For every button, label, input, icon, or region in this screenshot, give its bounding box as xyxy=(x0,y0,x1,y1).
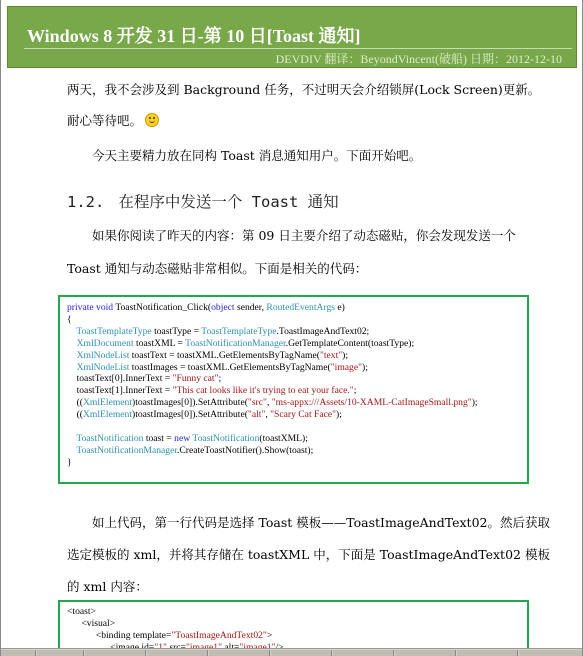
code-line xyxy=(67,421,478,433)
code-line xyxy=(67,445,478,457)
taskbar-segment[interactable] xyxy=(147,650,208,656)
paragraph-line: 选定模板的 xml，并将其存储在 toastXML 中，下面是 ToastImageAndText02 模板 xyxy=(67,547,550,562)
code-token: e) xyxy=(335,302,345,313)
code-token: <binding template= xyxy=(67,629,172,641)
code-line xyxy=(67,457,478,469)
code-token: .CreateToastNotifier().Show(toast); xyxy=(177,444,314,456)
section-number: 1.2. xyxy=(67,193,105,211)
code-token: <toast> xyxy=(67,606,96,617)
code-token: XmlDocument xyxy=(76,337,134,349)
code-token: <visual> xyxy=(67,617,116,629)
code-token: )toastImages[0]).SetAttribute( xyxy=(132,397,248,409)
code-token: XmlElement xyxy=(82,397,133,409)
code-token xyxy=(67,350,77,361)
code-token: ToastNotification_Click( xyxy=(113,302,212,313)
code-token: RoutedEventArgs xyxy=(266,302,335,313)
code-token xyxy=(67,433,76,444)
code-token: > xyxy=(266,629,273,641)
code-token: "alt" xyxy=(247,409,266,421)
paragraph-line: 如果你阅读了昨天的内容：第 09 日主要介绍了动态磁贴，你会发现发送一个 xyxy=(92,228,516,243)
smiley-icon xyxy=(145,113,159,127)
code-token: XmlNodeList xyxy=(76,361,130,373)
code-line xyxy=(67,606,284,618)
code-token: ToastTemplateType xyxy=(76,325,152,337)
paragraph-line: Toast 通知与动态磁贴非常相似。下面是相关的代码： xyxy=(67,261,368,276)
code-token: "ToastImageAndText02" xyxy=(171,629,267,641)
code-token: XmlNodeList xyxy=(76,349,130,361)
section-heading xyxy=(67,190,339,212)
section-title: 在程序中发送一个 Toast 通知 xyxy=(118,193,339,211)
code-token: object xyxy=(211,302,235,313)
code-line xyxy=(67,373,478,385)
code-token: ); xyxy=(362,361,368,373)
code-token: (( xyxy=(67,397,83,409)
code-token: "This cat looks like it's trying to eat your face." xyxy=(172,385,354,397)
code-token: .GetTemplateContent(toastType); xyxy=(285,337,415,349)
code-token: ToastNotification xyxy=(76,432,144,444)
code-token: new xyxy=(174,432,191,444)
code-line xyxy=(67,385,478,397)
code-line xyxy=(67,338,478,350)
code-line xyxy=(67,362,478,374)
code-token: .ToastImageAndText02; xyxy=(276,325,370,337)
code-token: toastText[1].InnerText = xyxy=(67,385,173,397)
code-token xyxy=(67,326,76,337)
code-token: "Scary Cat Face" xyxy=(270,409,337,421)
code-token: "src" xyxy=(247,397,267,409)
header-meta: DEVDIV 翻译：BeyondVincent(破船) 日期：2012-12-10 xyxy=(275,52,562,66)
taskbar-segment[interactable] xyxy=(1,650,36,656)
code-token: { xyxy=(67,313,72,325)
code-block-csharp xyxy=(58,295,529,484)
code-token: toastImages = toastXML.GetElementsByTagName( xyxy=(129,361,331,373)
paragraph-text: 耐心等待吧。 xyxy=(67,113,143,128)
code-line xyxy=(67,350,478,362)
code-token: , xyxy=(265,409,271,421)
code-token: "text" xyxy=(319,349,343,361)
code-line xyxy=(67,433,478,445)
code-token: "ms-appx:///Assets/10-XAML-CatImageSmall.png" xyxy=(271,397,472,409)
paragraph-line: 今天主要精力放在同构 Toast 消息通知用户。下面开始吧。 xyxy=(92,148,422,163)
code-token: "image" xyxy=(330,361,363,373)
header-title: Windows 8 开发 31 日-第 10 日[Toast 通知] xyxy=(27,26,361,46)
document-header xyxy=(7,6,577,68)
code-token: toastXML = xyxy=(133,337,186,349)
code-token: (toastXML); xyxy=(259,432,308,444)
code-token: ToastNotificationManager xyxy=(185,337,286,349)
code-token: ToastNotification xyxy=(192,432,260,444)
paragraph-line: 如上代码，第一行代码是选择 Toast 模板——ToastImageAndText02。然后获取 xyxy=(92,515,550,530)
paragraph-line: 的 xml 内容： xyxy=(67,579,148,594)
code-token: toastText = toastXML.GetElementsByTagName( xyxy=(129,349,320,361)
code-line xyxy=(67,326,478,338)
code-line xyxy=(67,409,478,421)
code-token: } xyxy=(67,456,72,468)
taskbar-segment[interactable] xyxy=(209,650,270,656)
code-token xyxy=(67,445,76,456)
code-line xyxy=(67,397,478,409)
code-token: ; xyxy=(218,373,222,385)
code-token: toastType = xyxy=(151,325,202,337)
code-token: ToastTemplateType xyxy=(201,325,277,337)
code-token: ; xyxy=(353,385,357,397)
taskbar-segment[interactable] xyxy=(85,650,146,656)
taskbar-segment[interactable] xyxy=(333,650,394,656)
code-token: ); xyxy=(471,397,478,409)
code-token: (( xyxy=(67,409,83,421)
code-token: ); xyxy=(336,409,342,421)
code-token: )toastImages[0]).SetAttribute( xyxy=(132,409,248,421)
paragraph-line: 两天，我不会涉及到 Background 任务，不过明天会介绍锁屏(Lock Screen)更新。 xyxy=(67,82,541,97)
code-token: sender, xyxy=(234,302,267,313)
header-divider xyxy=(24,48,572,49)
code-listing xyxy=(67,302,478,469)
taskbar xyxy=(1,648,583,656)
code-token: private void xyxy=(67,302,114,313)
code-token: XmlElement xyxy=(82,409,133,421)
code-token xyxy=(67,362,77,373)
code-token: ToastNotificationManager xyxy=(76,444,177,456)
code-token: "Funny cat" xyxy=(172,373,219,385)
taskbar-segment[interactable] xyxy=(395,650,456,656)
code-token xyxy=(67,338,77,349)
code-token: toast = xyxy=(143,432,175,444)
code-line xyxy=(67,618,284,630)
taskbar-segment[interactable] xyxy=(271,650,332,656)
taskbar-segment[interactable] xyxy=(519,650,583,656)
code-line xyxy=(67,302,478,314)
taskbar-segment[interactable] xyxy=(37,650,84,656)
paragraph-line xyxy=(67,111,159,129)
code-token: ); xyxy=(342,349,349,361)
code-line xyxy=(67,314,478,326)
taskbar-segment[interactable] xyxy=(457,650,518,656)
code-token: toastText[0].InnerText = xyxy=(67,373,173,385)
code-token: , xyxy=(266,397,272,409)
code-line xyxy=(67,630,284,642)
code-listing xyxy=(67,606,284,654)
